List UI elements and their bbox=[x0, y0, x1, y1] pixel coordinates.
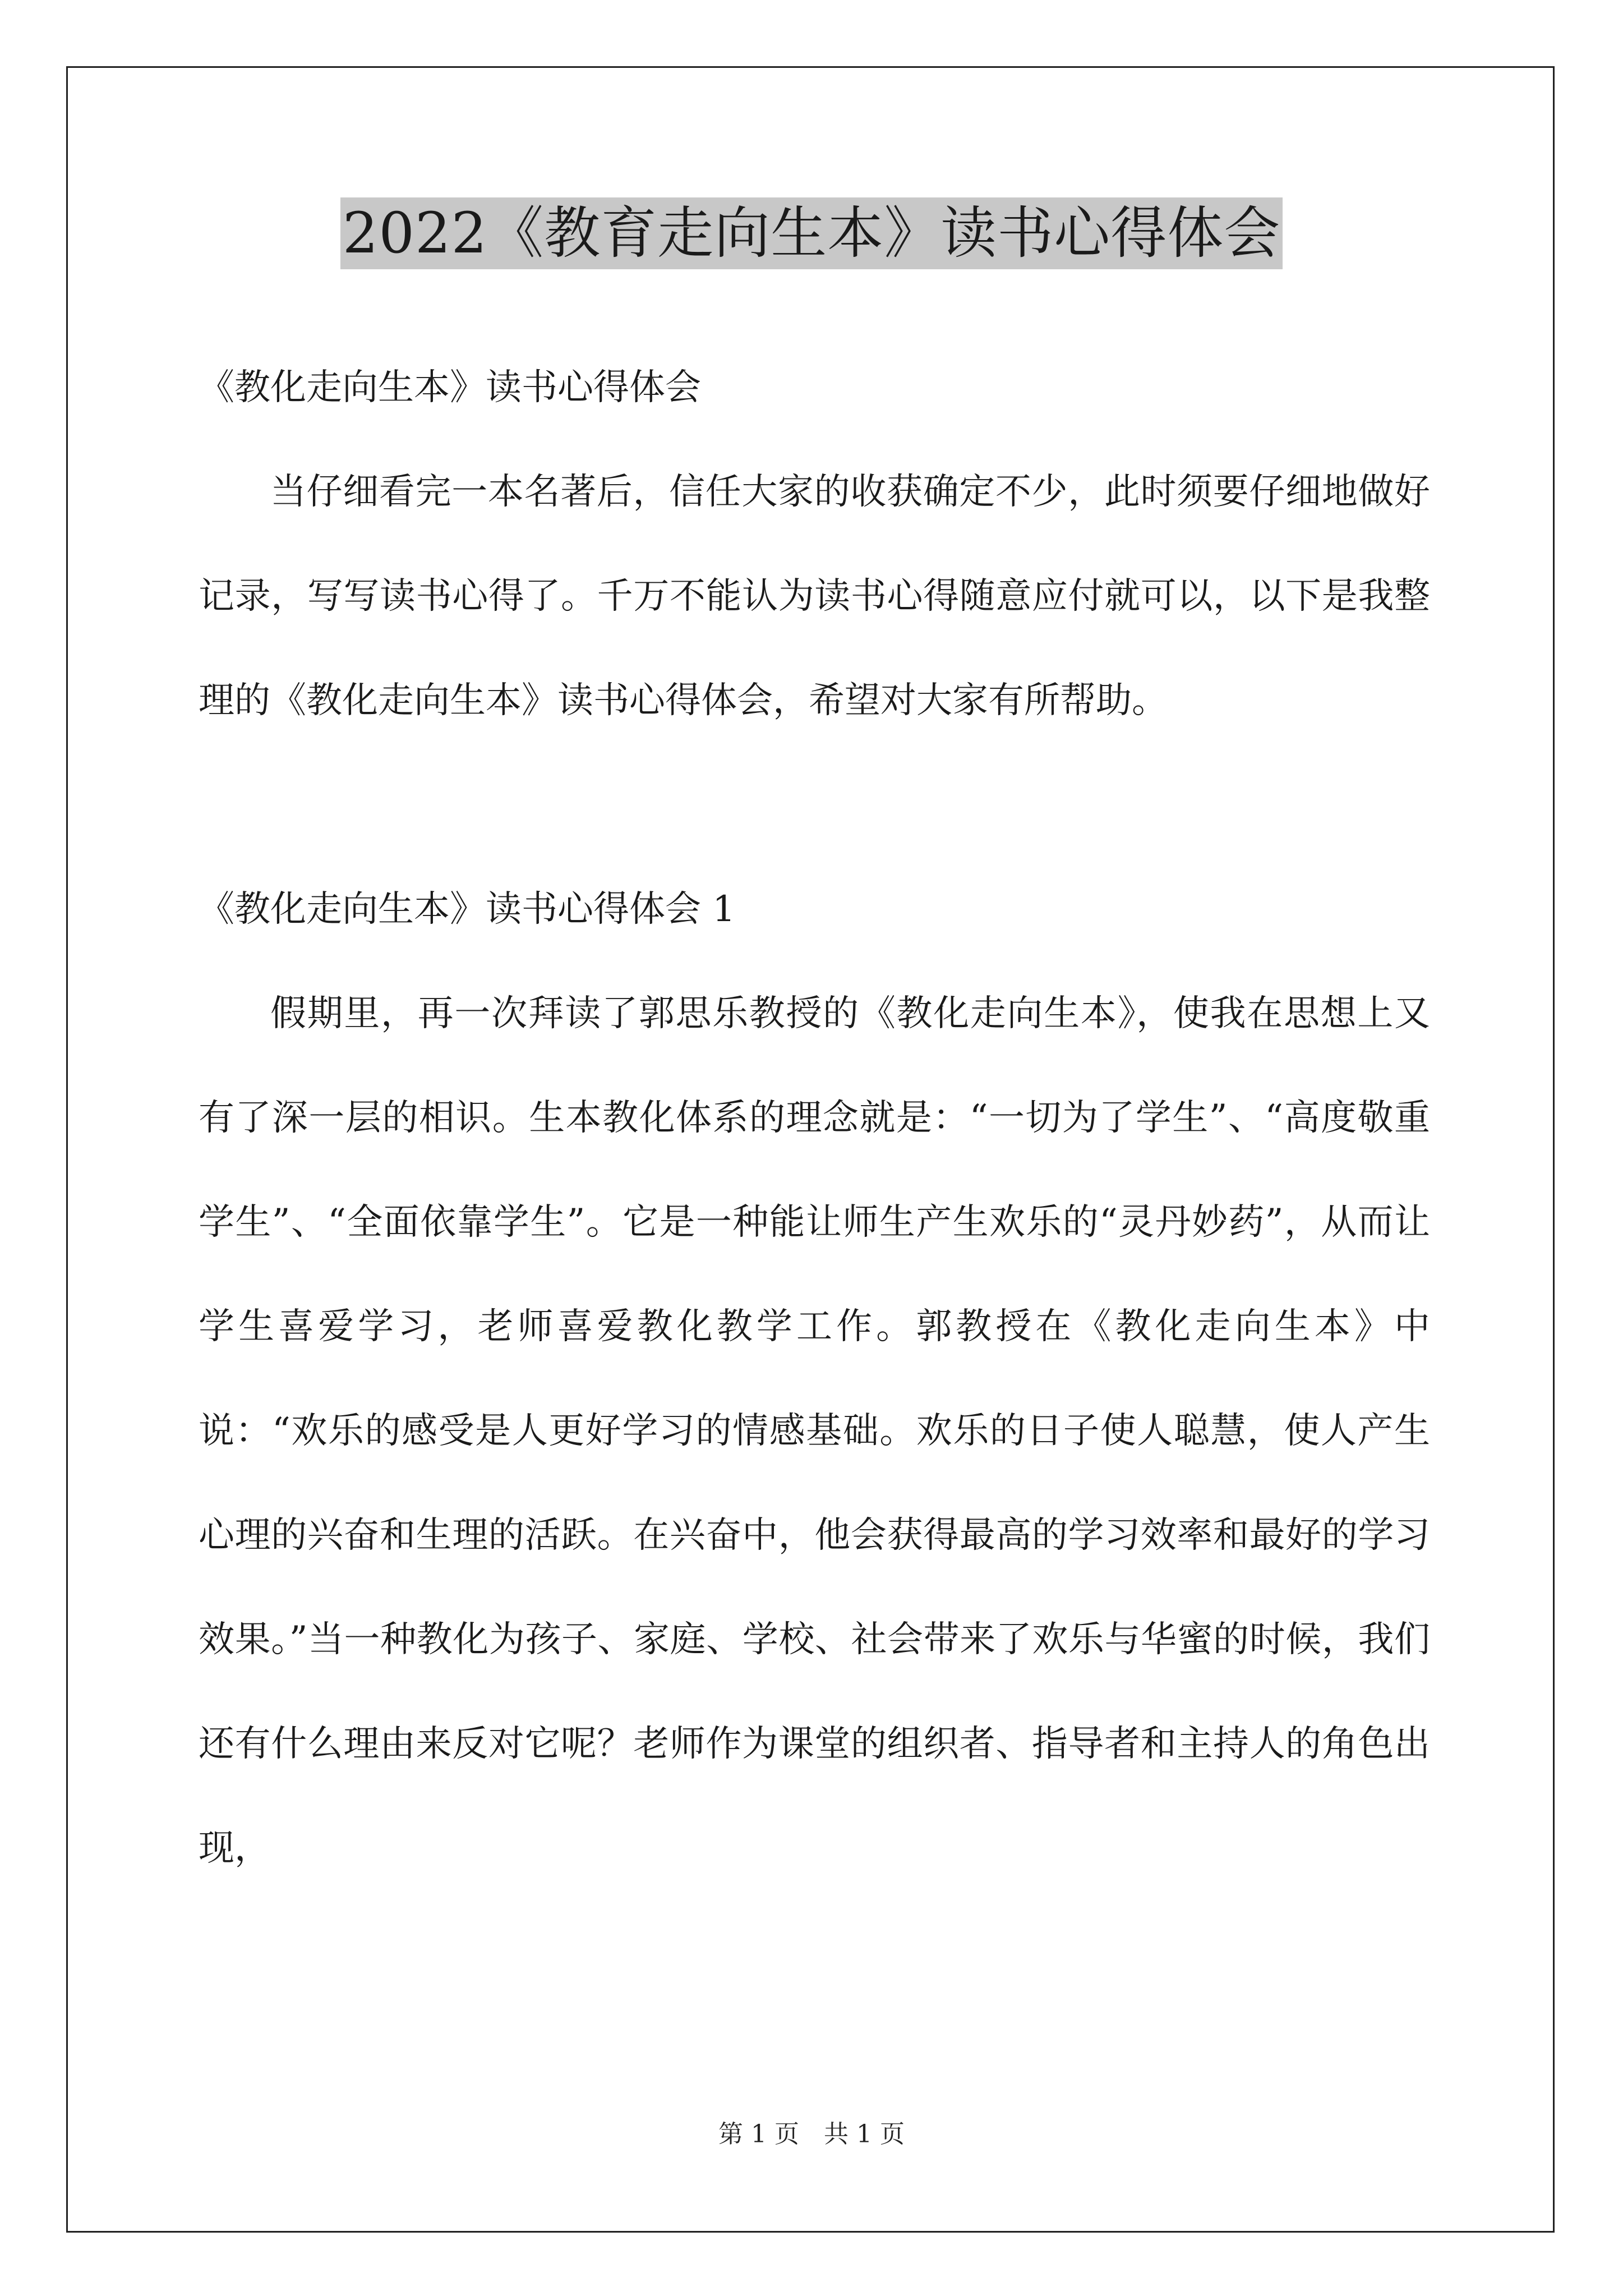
document-title: 2022《教育走向生本》读书心得体会 bbox=[340, 197, 1283, 269]
intro-paragraph: 当仔细看完一本名著后，信任大家的收获确定不少，此时须要仔细地做好记录，写写读书心得了。千万不能认为读书心得随意应付就可以，以下是我整理的《教化走向生本》读书心得体会，希望对大家有所帮助。 bbox=[199, 471, 1430, 721]
paragraph-spacer bbox=[199, 753, 1430, 857]
intro-heading: 《教化走向生本》读书心得体会 bbox=[199, 367, 701, 408]
page-footer: 第 1 页 共 1 页 bbox=[718, 2120, 905, 2148]
section-heading: 《教化走向生本》读书心得体会 1 bbox=[199, 889, 736, 930]
document-body bbox=[199, 335, 1430, 1901]
section-paragraph: 假期里，再一次拜读了郭思乐教授的《教化走向生本》，使我在思想上又有了深一层的相识。生本教化体系的理念就是：“一切为了学生”、“高度敬重学生”、“全面依靠学生”。它是一种能让师生产生欢乐的“灵丹妙药”，从而让学生喜爱学习，老师喜爱教化教学工作。郭教授在《教化走向生本》中说：“欢乐的感受是人更好学习的情感基础。欢乐的日子使人聪慧，使人产生心理的兴奋和生理的活跃。在兴奋中，他会获得最高的学习效率和最好的学习效果。”当一种教化为孩子、家庭、学校、社会带来了欢乐与华蜜的时候，我们还有什么理由来反对它呢？老师作为课堂的组织者、指导者和主持人的角色出现， bbox=[199, 993, 1430, 1869]
title-container bbox=[0, 197, 1623, 269]
